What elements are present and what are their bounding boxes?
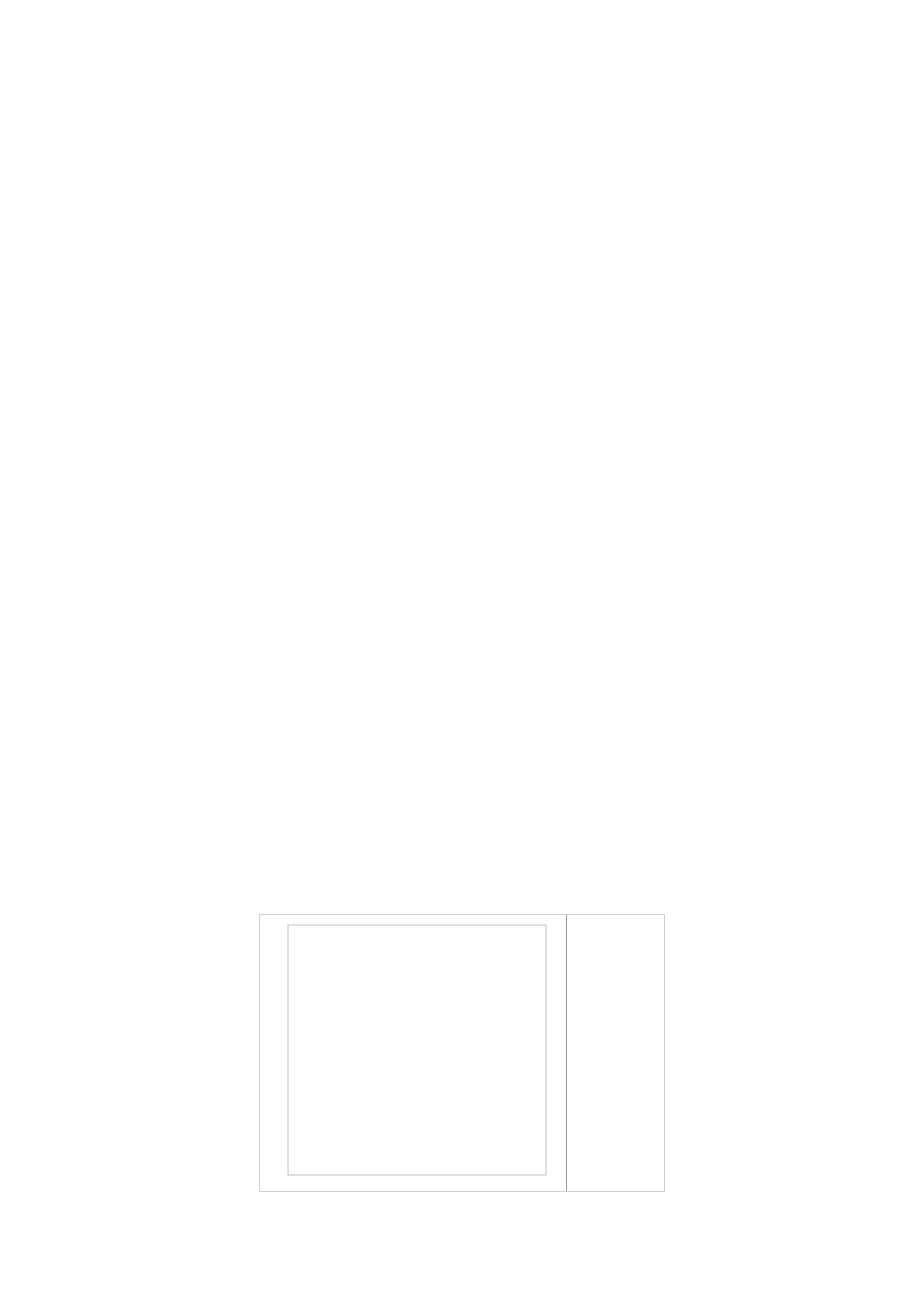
intraday-chart [260, 915, 566, 1191]
index-chart-figure [259, 914, 665, 1192]
chart-frame [288, 925, 546, 1175]
quote-panel [566, 915, 665, 1191]
